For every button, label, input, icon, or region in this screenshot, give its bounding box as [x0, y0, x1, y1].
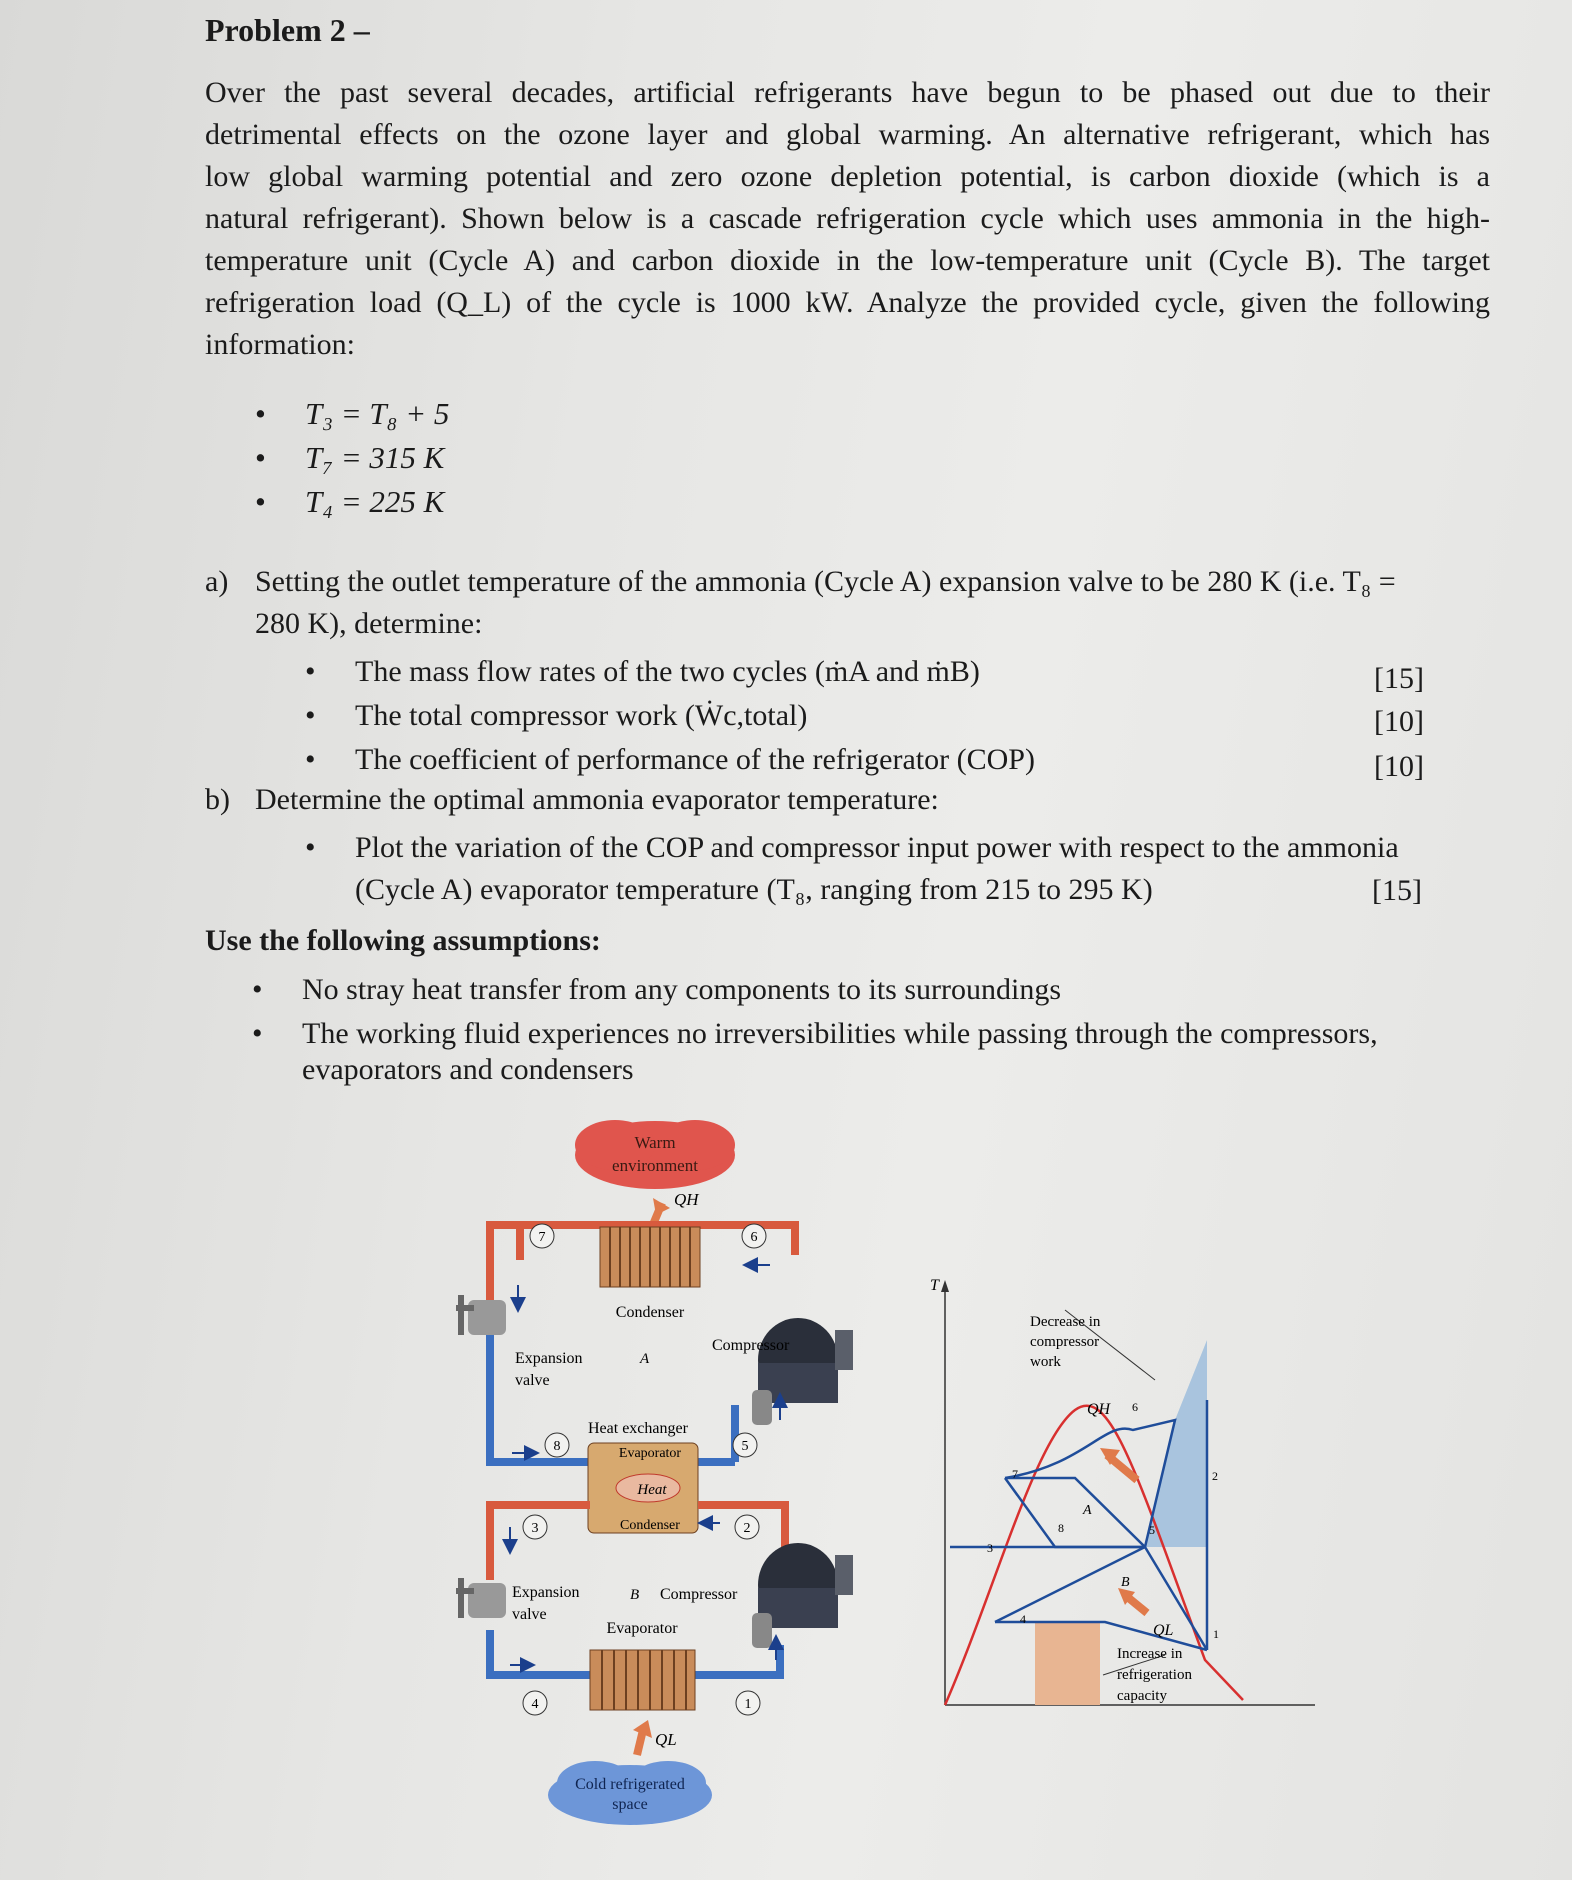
assumptions-heading: Use the following assumptions: [205, 924, 601, 957]
state-3: 3 [531, 1521, 539, 1536]
intro-line: natural refrigerant). Shown below is a cascade refrigeration cycle which uses ammonia in the high- [205, 202, 1490, 235]
cold-space-cloud [548, 1761, 712, 1825]
part-a-label: a) [205, 565, 229, 598]
hx-condenser-label: Condenser [620, 1518, 680, 1533]
intro-line: information: [205, 328, 355, 361]
state-4: 4 [531, 1697, 539, 1712]
part-a-item-text: The mass flow rates of the two cycles (ṁA and ṁB) [355, 655, 980, 688]
ts-point-4: 4 [1020, 1612, 1026, 1626]
intro-line: refrigeration load (Q_L) of the cycle is 1000 kW. Analyze the provided cycle, given the following [205, 286, 1490, 319]
decrease-label: work [1030, 1354, 1061, 1370]
ts-point-6: 6 [1132, 1400, 1138, 1414]
ts-cycle-b: B [1121, 1575, 1130, 1590]
assumption-text: No stray heat transfer from any components to its surroundings [302, 973, 1062, 1006]
state-1: 1 [744, 1697, 752, 1712]
expansion-valve-b [456, 1578, 506, 1618]
compressor-b [752, 1543, 853, 1648]
part-a-item-text: The total compressor work (Ẇc,total) [355, 699, 808, 732]
compressor-work-area [1145, 1340, 1207, 1547]
decrease-label: Decrease in [1030, 1314, 1101, 1330]
assumption-text-cont: evaporators and condensers [302, 1053, 634, 1086]
expansion-valve-b-label: valve [512, 1606, 547, 1623]
ts-point-3: 3 [987, 1541, 993, 1555]
compressor-a [752, 1318, 853, 1425]
part-a-item-text: The coefficient of performance of the refrigerator (COP) [355, 743, 1035, 776]
cycle-a-label: A [640, 1351, 650, 1367]
cascade-schematic [440, 1105, 870, 1835]
decrease-label: compressor [1030, 1334, 1100, 1350]
intro-line: detrimental effects on the ozone layer and global warming. An alternative refrigerant, which has [205, 118, 1490, 151]
part-a-line1: Setting the outlet temperature of the ammonia (Cycle A) expansion valve to be 280 K (i.e. T₈ = [255, 565, 1396, 598]
cycle-b-label: B [630, 1587, 640, 1603]
given-item: • T₃ = T₈ + 5 [255, 392, 449, 436]
evaporator-coil [590, 1650, 695, 1710]
state-7: 7 [538, 1230, 546, 1245]
expansion-valve-b-label: Expansion [512, 1584, 580, 1601]
marks: [15] [1374, 662, 1424, 695]
part-b-label: b) [205, 783, 230, 816]
expansion-valve-a-label: Expansion [515, 1350, 583, 1367]
increase-label: capacity [1117, 1688, 1167, 1704]
marks: [10] [1374, 750, 1424, 783]
ql-ts-label: QL [1153, 1622, 1174, 1639]
intro-line: temperature unit (Cycle A) and carbon dioxide in the low-temperature unit (Cycle B). The target [205, 244, 1490, 277]
part-b-line1: Determine the optimal ammonia evaporator temperature: [255, 783, 939, 816]
marks: [15] [1372, 874, 1422, 907]
cycle-b-path [995, 1547, 1207, 1650]
increase-label: Increase in [1117, 1646, 1183, 1662]
compressor-b-label: Compressor [660, 1586, 738, 1603]
warm-label: Warm [634, 1133, 676, 1152]
given-item: • T₄ = 225 K [255, 480, 449, 524]
warm-environment-cloud [575, 1120, 735, 1189]
t-axis-label: T [930, 1277, 939, 1294]
state-2: 2 [743, 1521, 751, 1536]
increase-label: refrigeration [1117, 1667, 1192, 1683]
assumption-text: The working fluid experiences no irreversibilities while passing through the compressors, [302, 1017, 1378, 1050]
cold-label: space [612, 1796, 648, 1813]
ts-point-1: 1 [1213, 1627, 1219, 1641]
part-a-line2: 280 K), determine: [255, 607, 483, 640]
intro-line: low global warming potential and zero ozone depletion potential, is carbon dioxide (which is a [205, 160, 1490, 193]
ts-point-5: 5 [1149, 1523, 1155, 1537]
problem-title: Problem 2 – [205, 12, 370, 48]
marks: [10] [1374, 705, 1424, 738]
ts-cycle-a: A [1083, 1503, 1092, 1518]
state-6: 6 [750, 1230, 758, 1245]
compressor-a-label: Compressor [712, 1337, 790, 1354]
expansion-valve-a-label: valve [515, 1372, 550, 1389]
qh-ts-label: QH [1087, 1401, 1111, 1418]
ts-point-7: 7 [1012, 1467, 1018, 1481]
refrigeration-capacity-area [1035, 1622, 1100, 1705]
ts-diagram [925, 1270, 1325, 1720]
part-b-item-line2: (Cycle A) evaporator temperature (T₈, ranging from 215 to 295 K) [355, 873, 1153, 906]
intro-paragraph [205, 72, 1490, 366]
heat-exchanger-label: Heat exchanger [588, 1420, 688, 1437]
state-8: 8 [553, 1439, 561, 1454]
given-list [255, 392, 449, 524]
cold-label: Cold refrigerated [575, 1776, 685, 1793]
ql-label: QL [655, 1730, 677, 1749]
state-5: 5 [741, 1439, 749, 1454]
hx-heat-label: Heat [637, 1482, 667, 1498]
ts-point-8: 8 [1058, 1521, 1064, 1535]
hx-evaporator-label: Evaporator [618, 1446, 682, 1461]
warm-label: environment [612, 1156, 698, 1175]
evaporator-label: Evaporator [606, 1620, 678, 1637]
ts-point-2: 2 [1212, 1469, 1218, 1483]
given-item: • T₇ = 315 K [255, 436, 449, 480]
qh-label: QH [674, 1190, 699, 1209]
expansion-valve-a [456, 1295, 506, 1335]
intro-line: Over the past several decades, artificial refrigerants have begun to be phased out due to their [205, 76, 1490, 109]
pipe-cold-b [490, 1630, 590, 1675]
part-b-item-line1: Plot the variation of the COP and compressor input power with respect to the ammonia [355, 831, 1399, 864]
condenser-label: Condenser [615, 1304, 685, 1321]
